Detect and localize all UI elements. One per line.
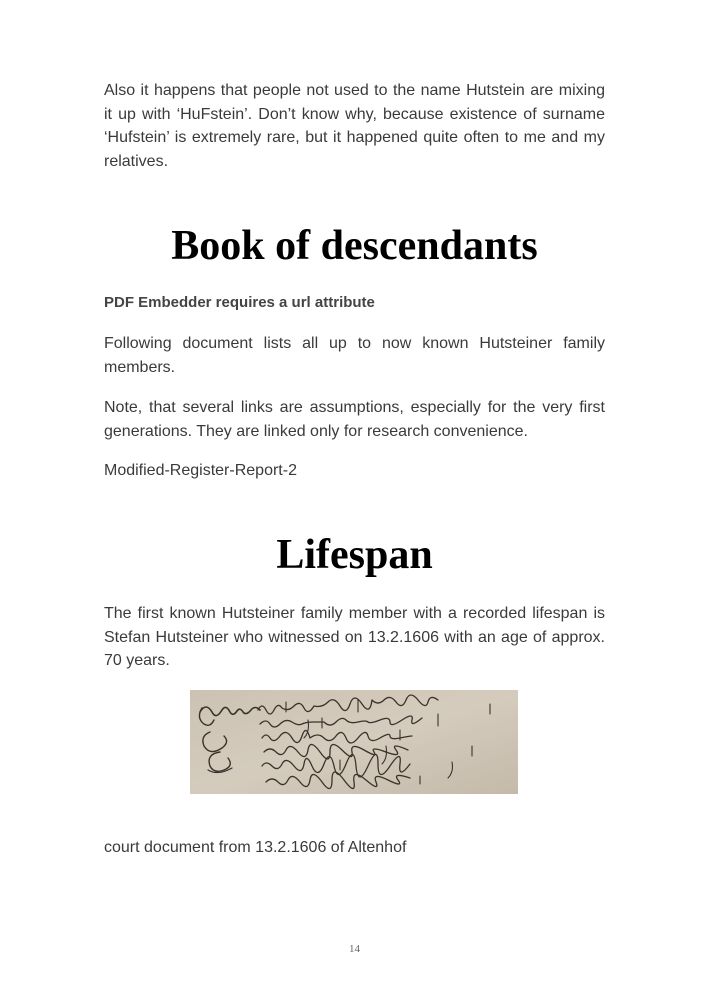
- descendants-paragraph-2: Note, that several links are assumptions, especially for the very first generations. They are linked only for research convenience.: [104, 399, 605, 440]
- descendants-heading: Book of descendants: [171, 223, 538, 269]
- page-number: 14: [349, 943, 360, 955]
- pdf-embedder-notice: PDF Embedder requires a url attribute: [104, 294, 375, 311]
- lifespan-heading: Lifespan: [276, 532, 433, 578]
- register-report-link[interactable]: Modified-Register-Report-2: [104, 462, 297, 479]
- image-caption: court document from 13.2.1606 of Altenhof: [104, 839, 407, 856]
- court-document-image: [190, 690, 518, 794]
- descendants-paragraph-1: Following document lists all up to now known Hutsteiner family members.: [104, 335, 605, 376]
- lifespan-paragraph: The first known Hutsteiner family member with a recorded lifespan is Stefan Hutsteiner who witnessed on 13.2.1606 with an age of approx. 70 years.: [104, 605, 605, 669]
- intro-paragraph: Also it happens that people not used to the name Hutstein are mixing it up with ‘HuFstein’. Don’t know why, because existence of surname ‘Hufstein’ is extremely rare, but it happened quite often to me and my relatives.: [104, 82, 605, 170]
